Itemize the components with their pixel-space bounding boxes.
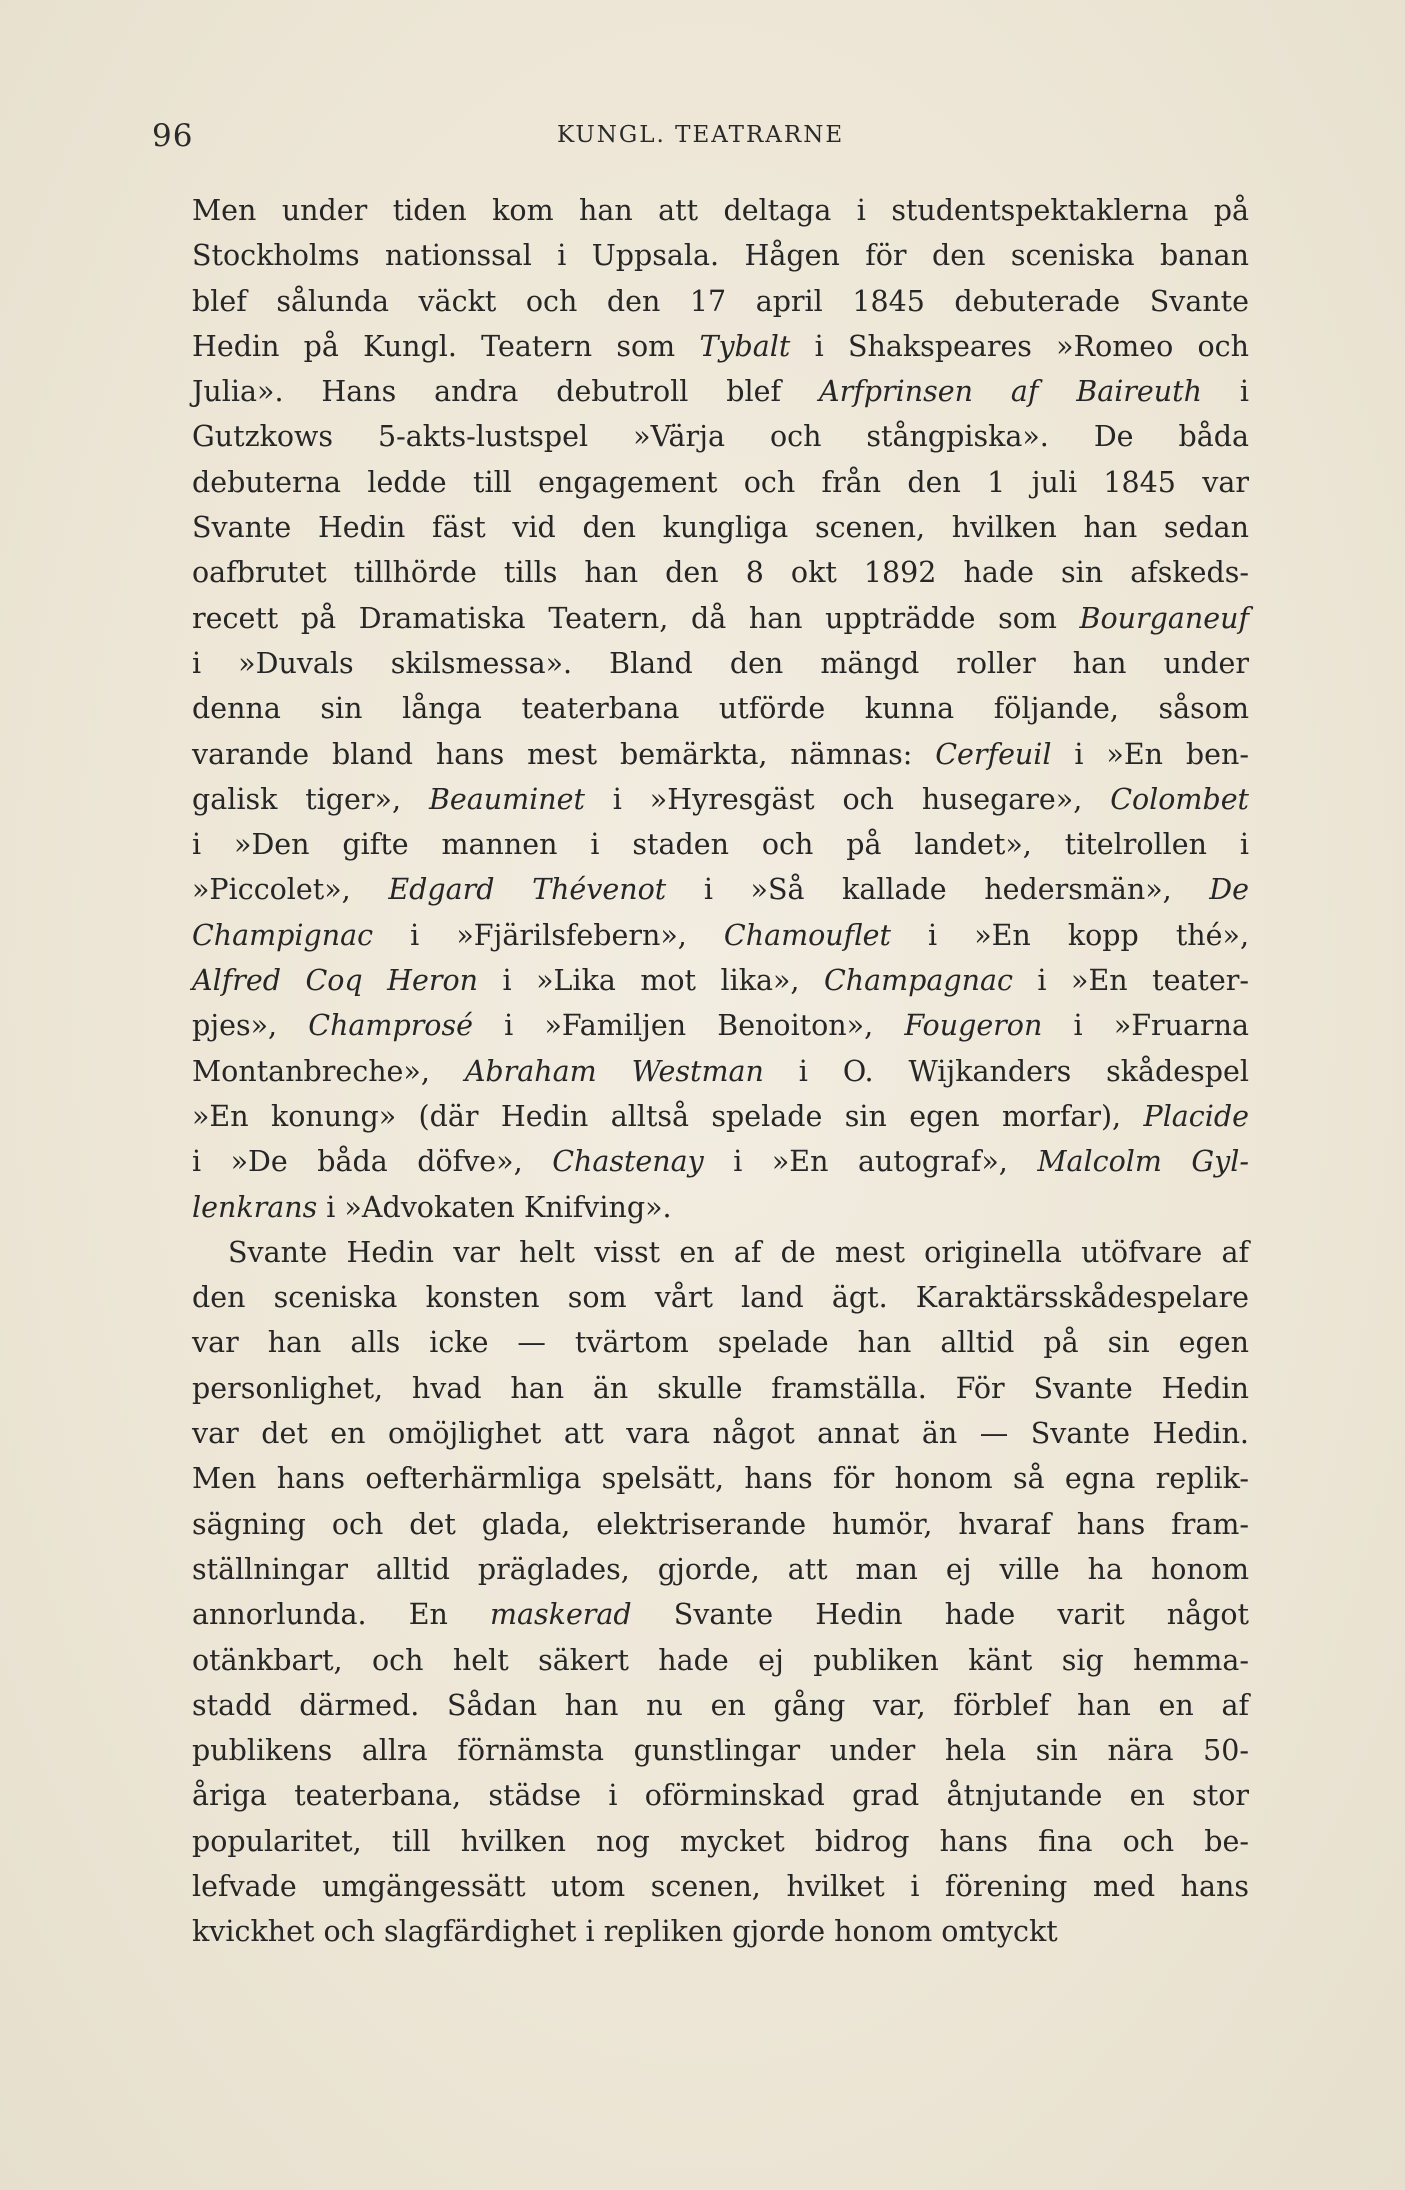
text-run: i — [1201, 375, 1249, 409]
text-run: debuterna ledde till engagement och från den 1 juli 1845 var — [192, 465, 1249, 499]
text-line — [192, 324, 1249, 369]
text-run: Svante Hedin hade varit något — [631, 1598, 1249, 1632]
text-run: oafbrutet tillhörde tills han den 8 okt 1892 hade sin afskeds- — [192, 556, 1249, 590]
text-line — [192, 777, 1249, 822]
italic-role-name: Placide — [1143, 1099, 1249, 1133]
text-run: Montanbreche», — [192, 1054, 465, 1088]
text-run: var han alls icke — tvärtom spelade han alltid på sin egen — [192, 1326, 1249, 1360]
text-run: annorlunda. En — [192, 1598, 491, 1632]
text-run: Men under tiden kom han att deltaga i studentspektaklerna på — [192, 194, 1249, 227]
text-line — [192, 1139, 1249, 1184]
text-line — [192, 686, 1249, 731]
body-text — [192, 188, 1249, 1955]
text-run: Gutzkows 5‑akts‑lustspel »Värja och stångpiska». De båda — [192, 420, 1249, 454]
text-run: sägning och det glada, elektriserande humör, hvaraf hans fram- — [192, 1507, 1249, 1541]
italic-role-name: Malcolm Gyl- — [1037, 1145, 1250, 1179]
text-run: recett på Dramatiska Teatern, då han uppträdde som — [192, 601, 1080, 635]
text-run: varande bland hans mest bemärkta, nämnas: — [192, 737, 936, 771]
text-line — [192, 1909, 1249, 1954]
text-line — [192, 1185, 1249, 1230]
text-run: i »Fjärilsfebern», — [373, 918, 724, 952]
italic-role-name: Champignac — [192, 918, 374, 952]
text-line — [192, 414, 1249, 459]
text-line — [192, 867, 1249, 912]
text-run: i »Den gifte mannen i staden och på landet», titelrollen i — [192, 828, 1249, 862]
text-line — [192, 369, 1249, 414]
text-run: var det en omöjlighet att vara något annat än — Svante Hedin. — [192, 1417, 1249, 1451]
italic-role-name: Chamouflet — [723, 918, 891, 952]
text-run: den sceniska konsten som vårt land ägt. Karaktärsskådespelare — [192, 1281, 1249, 1315]
text-line — [192, 1230, 1249, 1275]
text-run: Hedin på Kungl. Teatern som — [192, 329, 700, 363]
text-run: kvickhet och slagfärdighet i repliken gjorde honom omtyckt — [192, 1915, 1058, 1949]
text-run: galisk tiger», — [192, 782, 429, 816]
paragraph-2 — [192, 1230, 1249, 1955]
italic-role-name: Arfprinsen af Baireuth — [818, 375, 1202, 409]
italic-role-name: De — [1209, 873, 1249, 907]
italic-role-name: Beauminet — [428, 782, 585, 816]
text-line — [192, 505, 1249, 550]
text-line — [192, 596, 1249, 641]
text-run: Stockholms nationssal i Uppsala. Hågen för den sceniska banan — [192, 239, 1249, 273]
text-line — [192, 1411, 1249, 1456]
text-run: blef sålunda väckt och den 17 april 1845 debuterade Svante — [192, 284, 1249, 318]
italic-role-name: lenkrans — [192, 1190, 318, 1224]
text-run: otänkbart, och helt säkert hade ej publiken känt sig hemma- — [192, 1643, 1249, 1677]
text-run: Svante Hedin fäst vid den kungliga scenen, hvilken han sedan — [192, 511, 1249, 545]
text-line — [192, 1819, 1249, 1864]
italic-role-name: Abraham Westman — [464, 1054, 764, 1088]
italic-role-name: Bourganeuf — [1079, 601, 1249, 635]
text-run: i »Så kallade hedersmän», — [666, 873, 1210, 907]
text-run: i »Lika mot lika», — [478, 964, 824, 998]
text-line — [192, 1320, 1249, 1365]
text-run: i »En ben- — [1051, 737, 1249, 771]
italic-role-name: Tybalt — [699, 329, 791, 363]
text-line — [192, 1683, 1249, 1728]
paragraph-1 — [192, 188, 1249, 1230]
text-line — [192, 1275, 1249, 1320]
text-run: i »Fruarna — [1042, 1009, 1249, 1043]
text-line — [192, 1094, 1249, 1139]
text-run: åriga teaterbana, städse i oförminskad grad åtnjutande en stor — [192, 1779, 1249, 1813]
text-line — [192, 1456, 1249, 1501]
italic-role-name: maskerad — [490, 1598, 632, 1632]
text-run: »Piccolet», — [192, 873, 389, 907]
text-line — [192, 1547, 1249, 1592]
page-number: 96 — [152, 118, 194, 154]
text-run: Julia». Hans andra debutroll blef — [192, 375, 819, 409]
text-run: i »Duvals skilsmessa». Bland den mängd roller han under — [192, 646, 1249, 680]
italic-role-name: Champrosé — [308, 1009, 473, 1043]
text-run: i O. Wijkanders skådespel — [763, 1054, 1249, 1088]
text-line — [192, 1728, 1249, 1773]
text-run: Men hans oefterhärmliga spelsätt, hans för honom så egna replik- — [192, 1462, 1249, 1496]
text-line — [192, 1638, 1249, 1683]
text-line — [192, 1864, 1249, 1909]
italic-role-name: Chastenay — [552, 1145, 704, 1179]
text-run: i »Hyresgäst och husegare», — [584, 782, 1111, 816]
text-line — [192, 1049, 1249, 1094]
text-line — [192, 550, 1249, 595]
text-run: i »Familjen Benoiton», — [472, 1009, 905, 1043]
italic-role-name: Champagnac — [823, 964, 1013, 998]
text-run: lefvade umgängessätt utom scenen, hvilket i förening med hans — [192, 1869, 1249, 1903]
text-line — [192, 913, 1249, 958]
text-run: denna sin långa teaterbana utförde kunna följande, såsom — [192, 692, 1249, 726]
text-line — [192, 1592, 1249, 1637]
text-line — [192, 822, 1249, 867]
text-run: popularitet, till hvilken nog mycket bidrog hans fina och be- — [192, 1824, 1249, 1858]
text-line — [192, 460, 1249, 505]
text-run: Svante Hedin var helt visst en af de mest originella utöfvare af — [228, 1235, 1249, 1269]
text-line — [192, 279, 1249, 324]
text-run: i »Advokaten Knifving». — [317, 1190, 672, 1224]
text-run: i »En kopp thé», — [890, 918, 1249, 952]
text-run: i Shakspeares »Romeo och — [790, 329, 1249, 363]
text-line — [192, 641, 1249, 686]
italic-role-name: Colombet — [1110, 782, 1250, 816]
text-run: publikens allra förnämsta gunstlingar under hela sin nära 50- — [192, 1734, 1249, 1768]
text-line — [192, 1003, 1249, 1048]
text-line — [192, 1773, 1249, 1818]
text-line — [192, 732, 1249, 777]
text-run: pjes», — [192, 1009, 309, 1043]
text-run: personlighet, hvad han än skulle framställa. För Svante Hedin — [192, 1371, 1249, 1405]
text-run: i »De båda döfve», — [192, 1145, 553, 1179]
text-run: i »En teater- — [1012, 964, 1249, 998]
text-line — [192, 233, 1249, 278]
text-line — [192, 958, 1249, 1003]
text-line — [192, 188, 1249, 233]
italic-role-name: Cerfeuil — [935, 737, 1052, 771]
text-line — [192, 1502, 1249, 1547]
running-head: KUNGL. TEATRARNE — [557, 122, 845, 148]
italic-role-name: Alfred Coq Heron — [192, 964, 479, 998]
italic-role-name: Edgard Thévenot — [388, 873, 667, 907]
text-run: »En konung» (där Hedin alltså spelade sin egen morfar), — [192, 1099, 1144, 1133]
page-header — [152, 118, 1252, 158]
text-run: i »En autograf», — [703, 1145, 1038, 1179]
italic-role-name: Fougeron — [904, 1009, 1043, 1043]
text-line — [192, 1366, 1249, 1411]
text-run: stadd därmed. Sådan han nu en gång var, förblef han en af — [192, 1688, 1249, 1722]
text-run: ställningar alltid präglades, gjorde, att man ej ville ha honom — [192, 1552, 1249, 1586]
